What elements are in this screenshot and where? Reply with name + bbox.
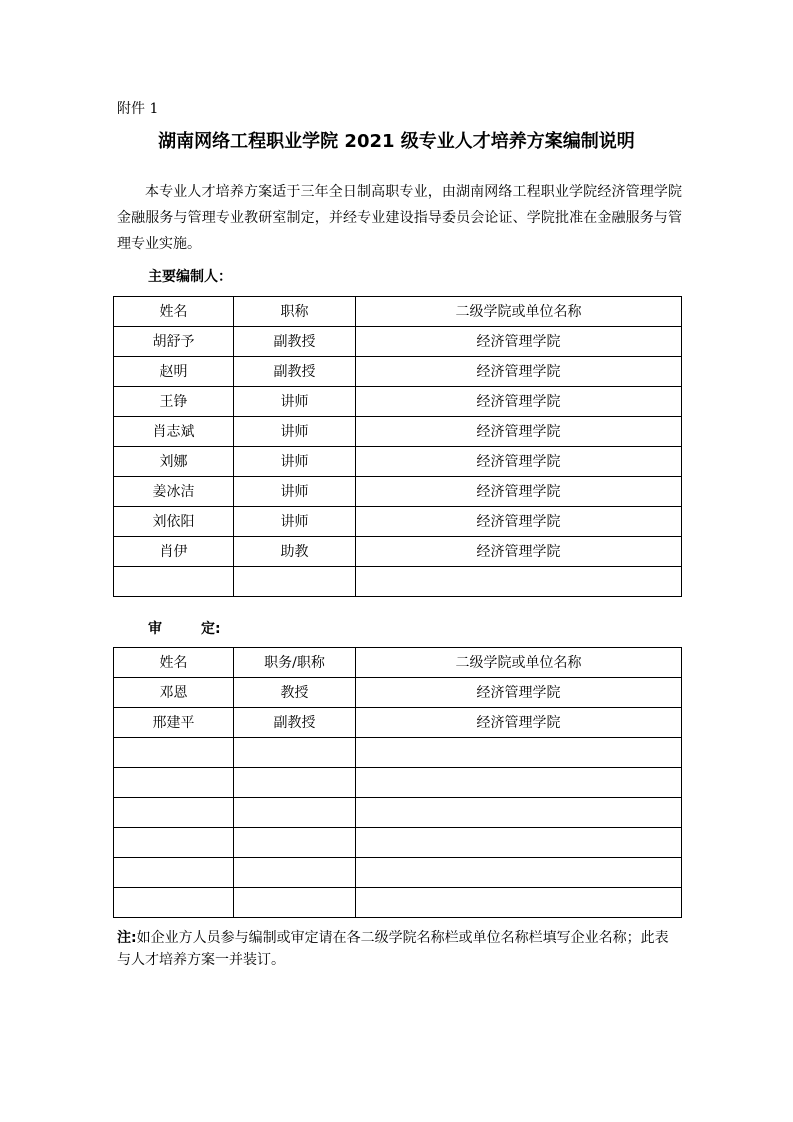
table-row-empty bbox=[114, 768, 682, 798]
document-title: 湖南网络工程职业学院 2021 级专业人才培养方案编制说明 bbox=[158, 131, 635, 152]
cell-unit: 经济管理学院 bbox=[356, 678, 682, 708]
cell-unit bbox=[356, 888, 682, 918]
cell-unit bbox=[356, 828, 682, 858]
table-row bbox=[114, 537, 682, 567]
header-position: 职务/职称 bbox=[234, 648, 356, 678]
cell-name bbox=[114, 567, 234, 597]
cell-position bbox=[234, 768, 356, 798]
header-name: 姓名 bbox=[114, 297, 234, 327]
cell-unit bbox=[356, 768, 682, 798]
cell-name bbox=[114, 888, 234, 918]
cell-name: 姜冰洁 bbox=[114, 477, 234, 507]
cell-unit: 经济管理学院 bbox=[356, 537, 682, 567]
footnote-label: 注: bbox=[117, 930, 137, 946]
table-row bbox=[114, 447, 682, 477]
cell-name bbox=[114, 828, 234, 858]
cell-unit bbox=[356, 567, 682, 597]
intro-paragraph: 本专业人才培养方案适于三年全日制高职专业，由湖南网络工程职业学院经济管理学院金融服务与管理专业教研室制定，并经专业建设指导委员会论证、学院批准在金融服务与管理专业实施。 bbox=[117, 184, 682, 252]
cell-title: 讲师 bbox=[234, 477, 356, 507]
table-row bbox=[114, 327, 682, 357]
table-row-empty bbox=[114, 828, 682, 858]
cell-title: 讲师 bbox=[234, 447, 356, 477]
table-row-empty bbox=[114, 858, 682, 888]
cell-unit: 经济管理学院 bbox=[356, 507, 682, 537]
reviewers-label: 审 定: bbox=[148, 621, 221, 637]
cell-unit: 经济管理学院 bbox=[356, 708, 682, 738]
header-unit: 二级学院或单位名称 bbox=[356, 648, 682, 678]
cell-unit: 经济管理学院 bbox=[356, 387, 682, 417]
attachment-label: 附件 1 bbox=[117, 101, 159, 117]
compilers-table bbox=[113, 296, 682, 597]
table-row bbox=[114, 507, 682, 537]
table-row-empty bbox=[114, 567, 682, 597]
cell-title: 讲师 bbox=[234, 417, 356, 447]
table-row-empty bbox=[114, 888, 682, 918]
cell-name bbox=[114, 798, 234, 828]
cell-name: 邢建平 bbox=[114, 708, 234, 738]
header-name: 姓名 bbox=[114, 648, 234, 678]
cell-position: 副教授 bbox=[234, 708, 356, 738]
compilers-label: 主要编制人： bbox=[148, 269, 232, 285]
cell-title: 讲师 bbox=[234, 507, 356, 537]
cell-unit bbox=[356, 798, 682, 828]
cell-title: 讲师 bbox=[234, 387, 356, 417]
cell-unit bbox=[356, 858, 682, 888]
cell-unit: 经济管理学院 bbox=[356, 327, 682, 357]
cell-name: 肖志斌 bbox=[114, 417, 234, 447]
table-header-row bbox=[114, 648, 682, 678]
cell-name: 邓恩 bbox=[114, 678, 234, 708]
cell-title: 副教授 bbox=[234, 357, 356, 387]
cell-position bbox=[234, 858, 356, 888]
cell-unit: 经济管理学院 bbox=[356, 477, 682, 507]
cell-title: 副教授 bbox=[234, 327, 356, 357]
cell-title bbox=[234, 567, 356, 597]
footnote-text: 如企业方人员参与编制或审定请在各二级学院名称栏或单位名称栏填写企业名称；此表与人才培养方案一并装订。 bbox=[117, 930, 669, 968]
cell-name: 肖伊 bbox=[114, 537, 234, 567]
cell-name bbox=[114, 858, 234, 888]
table-row bbox=[114, 708, 682, 738]
table-row bbox=[114, 387, 682, 417]
table-row bbox=[114, 357, 682, 387]
cell-position bbox=[234, 798, 356, 828]
table-row-empty bbox=[114, 738, 682, 768]
footnote bbox=[117, 927, 682, 971]
table-row bbox=[114, 678, 682, 708]
cell-position bbox=[234, 738, 356, 768]
cell-unit: 经济管理学院 bbox=[356, 357, 682, 387]
table-row bbox=[114, 477, 682, 507]
cell-name bbox=[114, 738, 234, 768]
cell-position bbox=[234, 828, 356, 858]
table-row bbox=[114, 417, 682, 447]
cell-unit bbox=[356, 738, 682, 768]
cell-unit: 经济管理学院 bbox=[356, 417, 682, 447]
table-row-empty bbox=[114, 798, 682, 828]
cell-name: 王铮 bbox=[114, 387, 234, 417]
table-header-row bbox=[114, 297, 682, 327]
cell-position: 教授 bbox=[234, 678, 356, 708]
cell-name: 赵明 bbox=[114, 357, 234, 387]
cell-title: 助教 bbox=[234, 537, 356, 567]
cell-name: 胡舒予 bbox=[114, 327, 234, 357]
header-title: 职称 bbox=[234, 297, 356, 327]
cell-position bbox=[234, 888, 356, 918]
cell-name: 刘娜 bbox=[114, 447, 234, 477]
cell-unit: 经济管理学院 bbox=[356, 447, 682, 477]
reviewers-table bbox=[113, 647, 682, 918]
cell-name: 刘依阳 bbox=[114, 507, 234, 537]
header-unit: 二级学院或单位名称 bbox=[356, 297, 682, 327]
cell-name bbox=[114, 768, 234, 798]
